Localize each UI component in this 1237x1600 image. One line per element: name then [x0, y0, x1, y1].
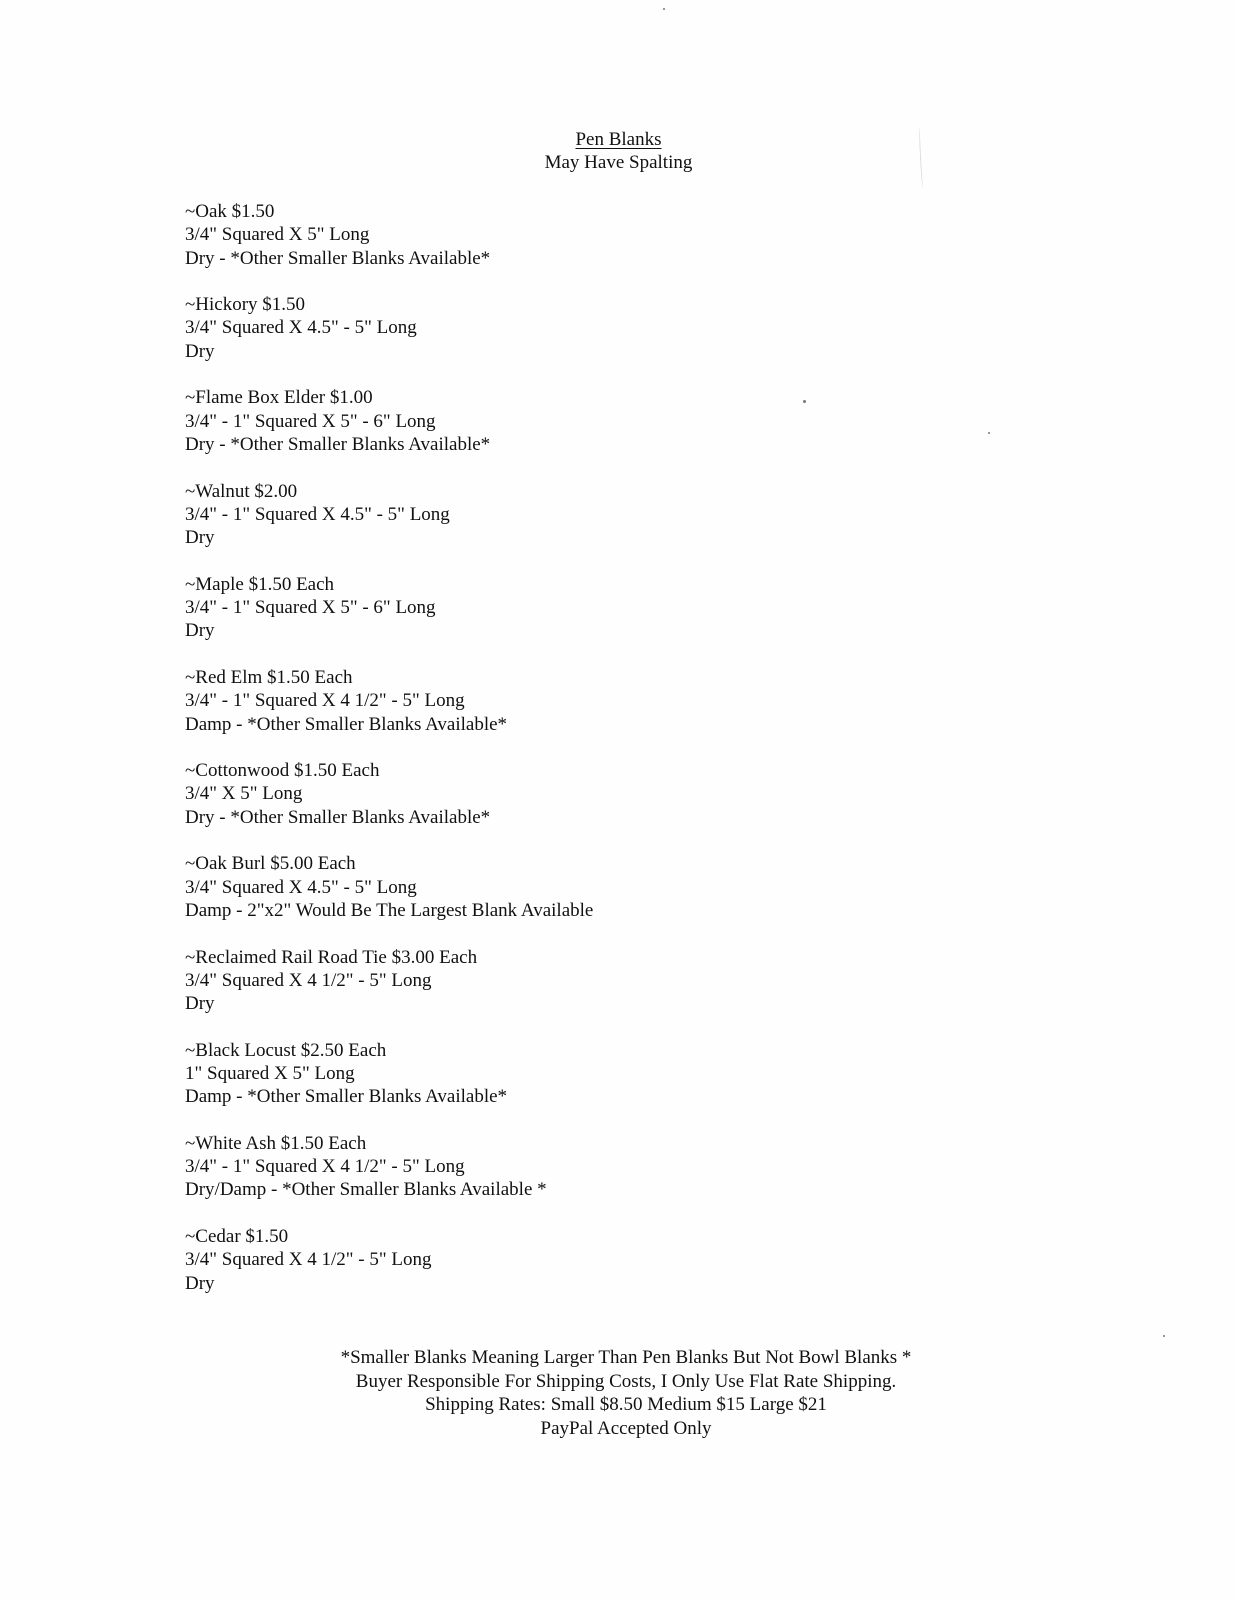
item-condition: Dry [185, 527, 215, 549]
scan-speck [663, 8, 665, 10]
item-condition: Dry [185, 340, 215, 362]
item-condition: Dry [185, 620, 215, 642]
item-name-price: ~Oak Burl $5.00 Each [185, 853, 356, 875]
item-size: 3/4" X 5" Long [185, 783, 303, 805]
item-size: 1" Squared X 5" Long [185, 1062, 355, 1084]
list-item [185, 852, 885, 922]
item-size: 3/4" Squared X 4.5" - 5" Long [185, 876, 417, 898]
item-condition: Dry/Damp - *Other Smaller Blanks Available * [185, 1179, 547, 1201]
item-size: 3/4" Squared X 4 1/2" - 5" Long [185, 969, 432, 991]
list-item [185, 573, 885, 643]
item-condition: Dry [185, 993, 215, 1015]
item-size: 3/4" - 1" Squared X 5" - 6" Long [185, 410, 436, 432]
item-name-price: ~Red Elm $1.50 Each [185, 666, 353, 688]
list-item [185, 666, 885, 736]
item-name-price: ~White Ash $1.50 Each [185, 1132, 367, 1154]
item-condition: Dry [185, 1272, 215, 1294]
item-name-price: ~Walnut $2.00 [185, 480, 298, 502]
item-condition: Damp - 2"x2" Would Be The Largest Blank Available [185, 899, 594, 921]
item-size: 3/4" Squared X 4.5" - 5" Long [185, 317, 417, 339]
item-name-price: ~Cedar $1.50 [185, 1226, 289, 1248]
footer-shipping-policy: Buyer Responsible For Shipping Costs, I Only Use Flat Rate Shipping. [355, 1370, 897, 1392]
list-item [185, 1225, 885, 1295]
footer-shipping-rates: Shipping Rates: Small $8.50 Medium $15 Large $21 [425, 1394, 827, 1415]
scan-speck [1163, 1335, 1165, 1337]
document-title: Pen Blanks [575, 129, 662, 150]
document-header [0, 128, 1237, 174]
item-size: 3/4" - 1" Squared X 4 1/2" - 5" Long [185, 1156, 465, 1178]
item-name-price: ~Black Locust $2.50 Each [185, 1039, 387, 1061]
scan-speck [988, 432, 990, 434]
item-size: 3/4" - 1" Squared X 4.5" - 5" Long [185, 503, 450, 525]
item-condition: Dry - *Other Smaller Blanks Available* [185, 806, 491, 828]
list-item [185, 1039, 885, 1109]
item-name-price: ~Cottonwood $1.50 Each [185, 760, 380, 782]
item-size: 3/4" Squared X 5" Long [185, 224, 370, 246]
item-size: 3/4" Squared X 4 1/2" - 5" Long [185, 1249, 432, 1271]
item-size: 3/4" - 1" Squared X 4 1/2" - 5" Long [185, 690, 465, 712]
item-name-price: ~Hickory $1.50 [185, 294, 306, 316]
item-condition: Damp - *Other Smaller Blanks Available* [185, 713, 508, 735]
item-condition: Dry - *Other Smaller Blanks Available* [185, 433, 491, 455]
item-condition: Dry - *Other Smaller Blanks Available* [185, 247, 491, 269]
footer-payment: PayPal Accepted Only [540, 1417, 712, 1439]
item-name-price: ~Oak $1.50 [185, 201, 275, 222]
document-footer [326, 1346, 926, 1440]
list-item [185, 480, 885, 550]
item-name-price: ~Reclaimed Rail Road Tie $3.00 Each [185, 946, 478, 968]
list-item [185, 759, 885, 829]
list-item [185, 386, 885, 456]
item-condition: Damp - *Other Smaller Blanks Available* [185, 1086, 508, 1108]
footer-note: *Smaller Blanks Meaning Larger Than Pen Blanks But Not Bowl Blanks * [340, 1347, 912, 1368]
list-item [185, 293, 885, 363]
list-item [185, 946, 885, 1016]
item-name-price: ~Flame Box Elder $1.00 [185, 387, 373, 409]
document-subtitle: May Have Spalting [544, 152, 693, 173]
list-item [185, 200, 885, 270]
pen-blank-list [185, 200, 885, 1318]
item-size: 3/4" - 1" Squared X 5" - 6" Long [185, 597, 436, 619]
item-name-price: ~Maple $1.50 Each [185, 573, 335, 595]
list-item [185, 1132, 885, 1202]
